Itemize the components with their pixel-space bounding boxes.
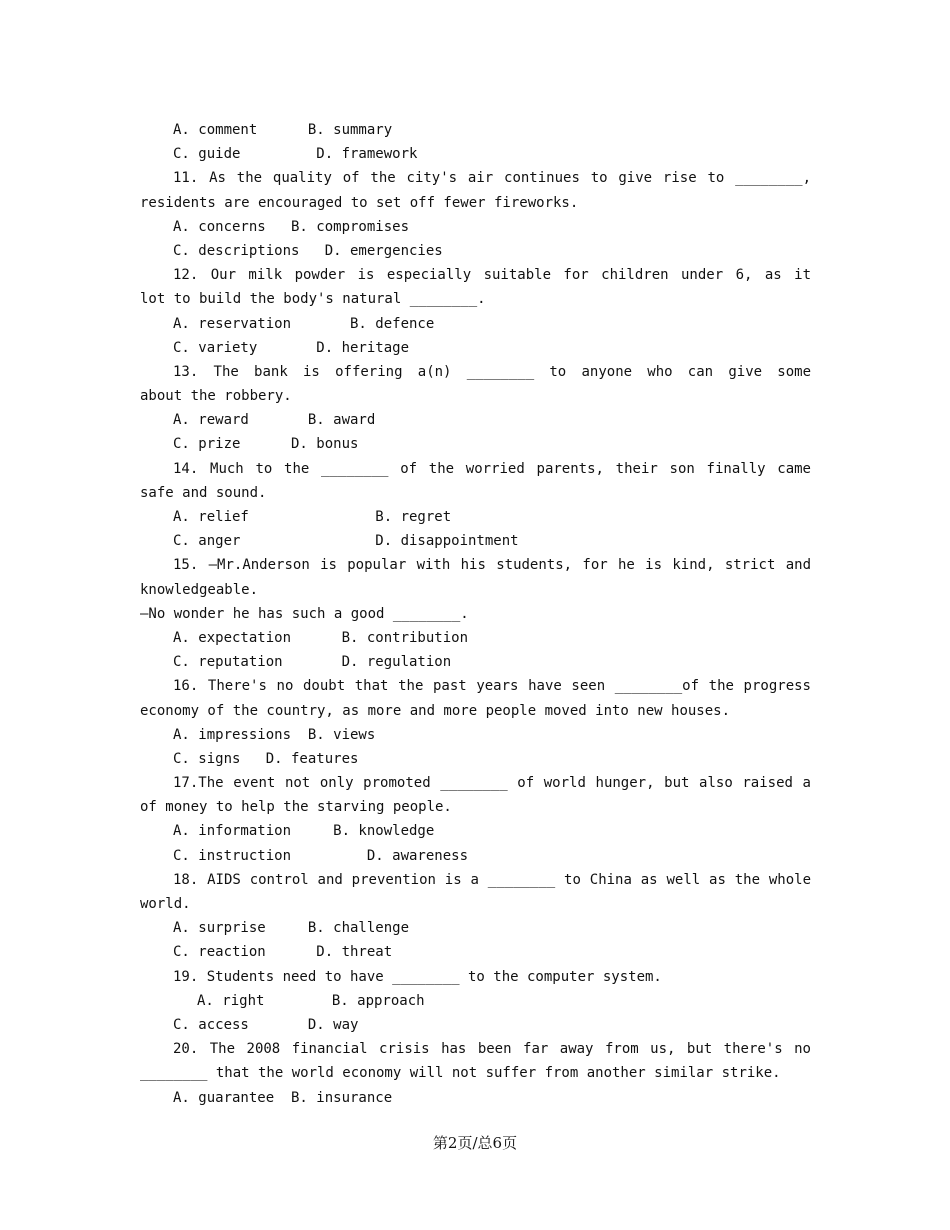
text-line: C. descriptions D. emergencies	[173, 242, 443, 259]
text-line: world.	[140, 896, 191, 912]
text-line: C. anger D. disappointment	[173, 533, 519, 550]
text-line: 16. There's no doubt that the past years have seen ________of the progress	[173, 678, 811, 695]
text-line: 18. AIDS control and prevention is a ________ to China as well as the whole	[173, 871, 811, 888]
text-line: C. instruction D. awareness	[173, 847, 469, 864]
text-line: about the robbery.	[140, 388, 292, 405]
text-line: ________ that the world economy will not suffer from another similar strike.	[140, 1065, 781, 1082]
text-line: 17.The event not only promoted ________ of world hunger, but also raised a	[173, 775, 811, 792]
text-line: lot to build the body's natural ________.	[140, 291, 486, 308]
text-line: C. prize D. bonus	[173, 436, 359, 453]
text-line: A. reservation B. defence	[173, 315, 435, 332]
text-line: A. relief B. regret	[173, 509, 452, 525]
text-line: C. guide D. framework	[173, 146, 418, 163]
text-line: A. surprise B. challenge	[173, 920, 410, 937]
text-line: C. reaction D. threat	[173, 944, 393, 961]
text-line: residents are encouraged to set off fewer fireworks.	[140, 194, 579, 211]
text-line: C. signs D. features	[173, 750, 359, 767]
text-line: 13. The bank is offering a(n) ________ to anyone who can give some	[173, 363, 811, 380]
text-line: A. expectation B. contribution	[173, 629, 469, 646]
text-line: 14. Much to the ________ of the worried parents, their son finally came	[173, 460, 811, 477]
text-line: of money to help the starving people.	[140, 799, 452, 816]
text-line: 12. Our milk powder is especially suitable for children under 6, as it	[173, 267, 811, 284]
text-line: 11. As the quality of the city's air continues to give rise to ________,	[173, 170, 811, 187]
text-line: A. impressions B. views	[173, 726, 376, 743]
text-line: A. guarantee B. insurance	[173, 1089, 393, 1106]
text-line: C. reputation D. regulation	[173, 654, 452, 671]
text-line: knowledgeable.	[140, 581, 259, 598]
text-line: 19. Students need to have ________ to the computer system.	[173, 968, 662, 985]
document-body	[140, 118, 811, 1110]
text-line: economy of the country, as more and more people moved into new houses.	[140, 702, 731, 719]
text-line: —No wonder he has such a good ________.	[140, 605, 469, 622]
text-line: A. information B. knowledge	[173, 823, 435, 840]
text-line: C. access D. way	[173, 1016, 359, 1033]
text-line: A. concerns B. compromises	[173, 218, 410, 235]
page-footer: 第2页/总6页	[432, 1134, 518, 1152]
text-line: 20. The 2008 financial crisis has been far away from us, but there's no	[173, 1041, 811, 1058]
text-line: A. comment B. summary	[173, 122, 393, 138]
text-line: C. variety D. heritage	[173, 339, 410, 356]
text-line: A. right B. approach	[197, 992, 425, 1009]
text-line: safe and sound.	[140, 484, 267, 501]
text-line: 15. —Mr.Anderson is popular with his students, for he is kind, strict and	[173, 557, 811, 574]
text-line: A. reward B. award	[173, 412, 376, 429]
